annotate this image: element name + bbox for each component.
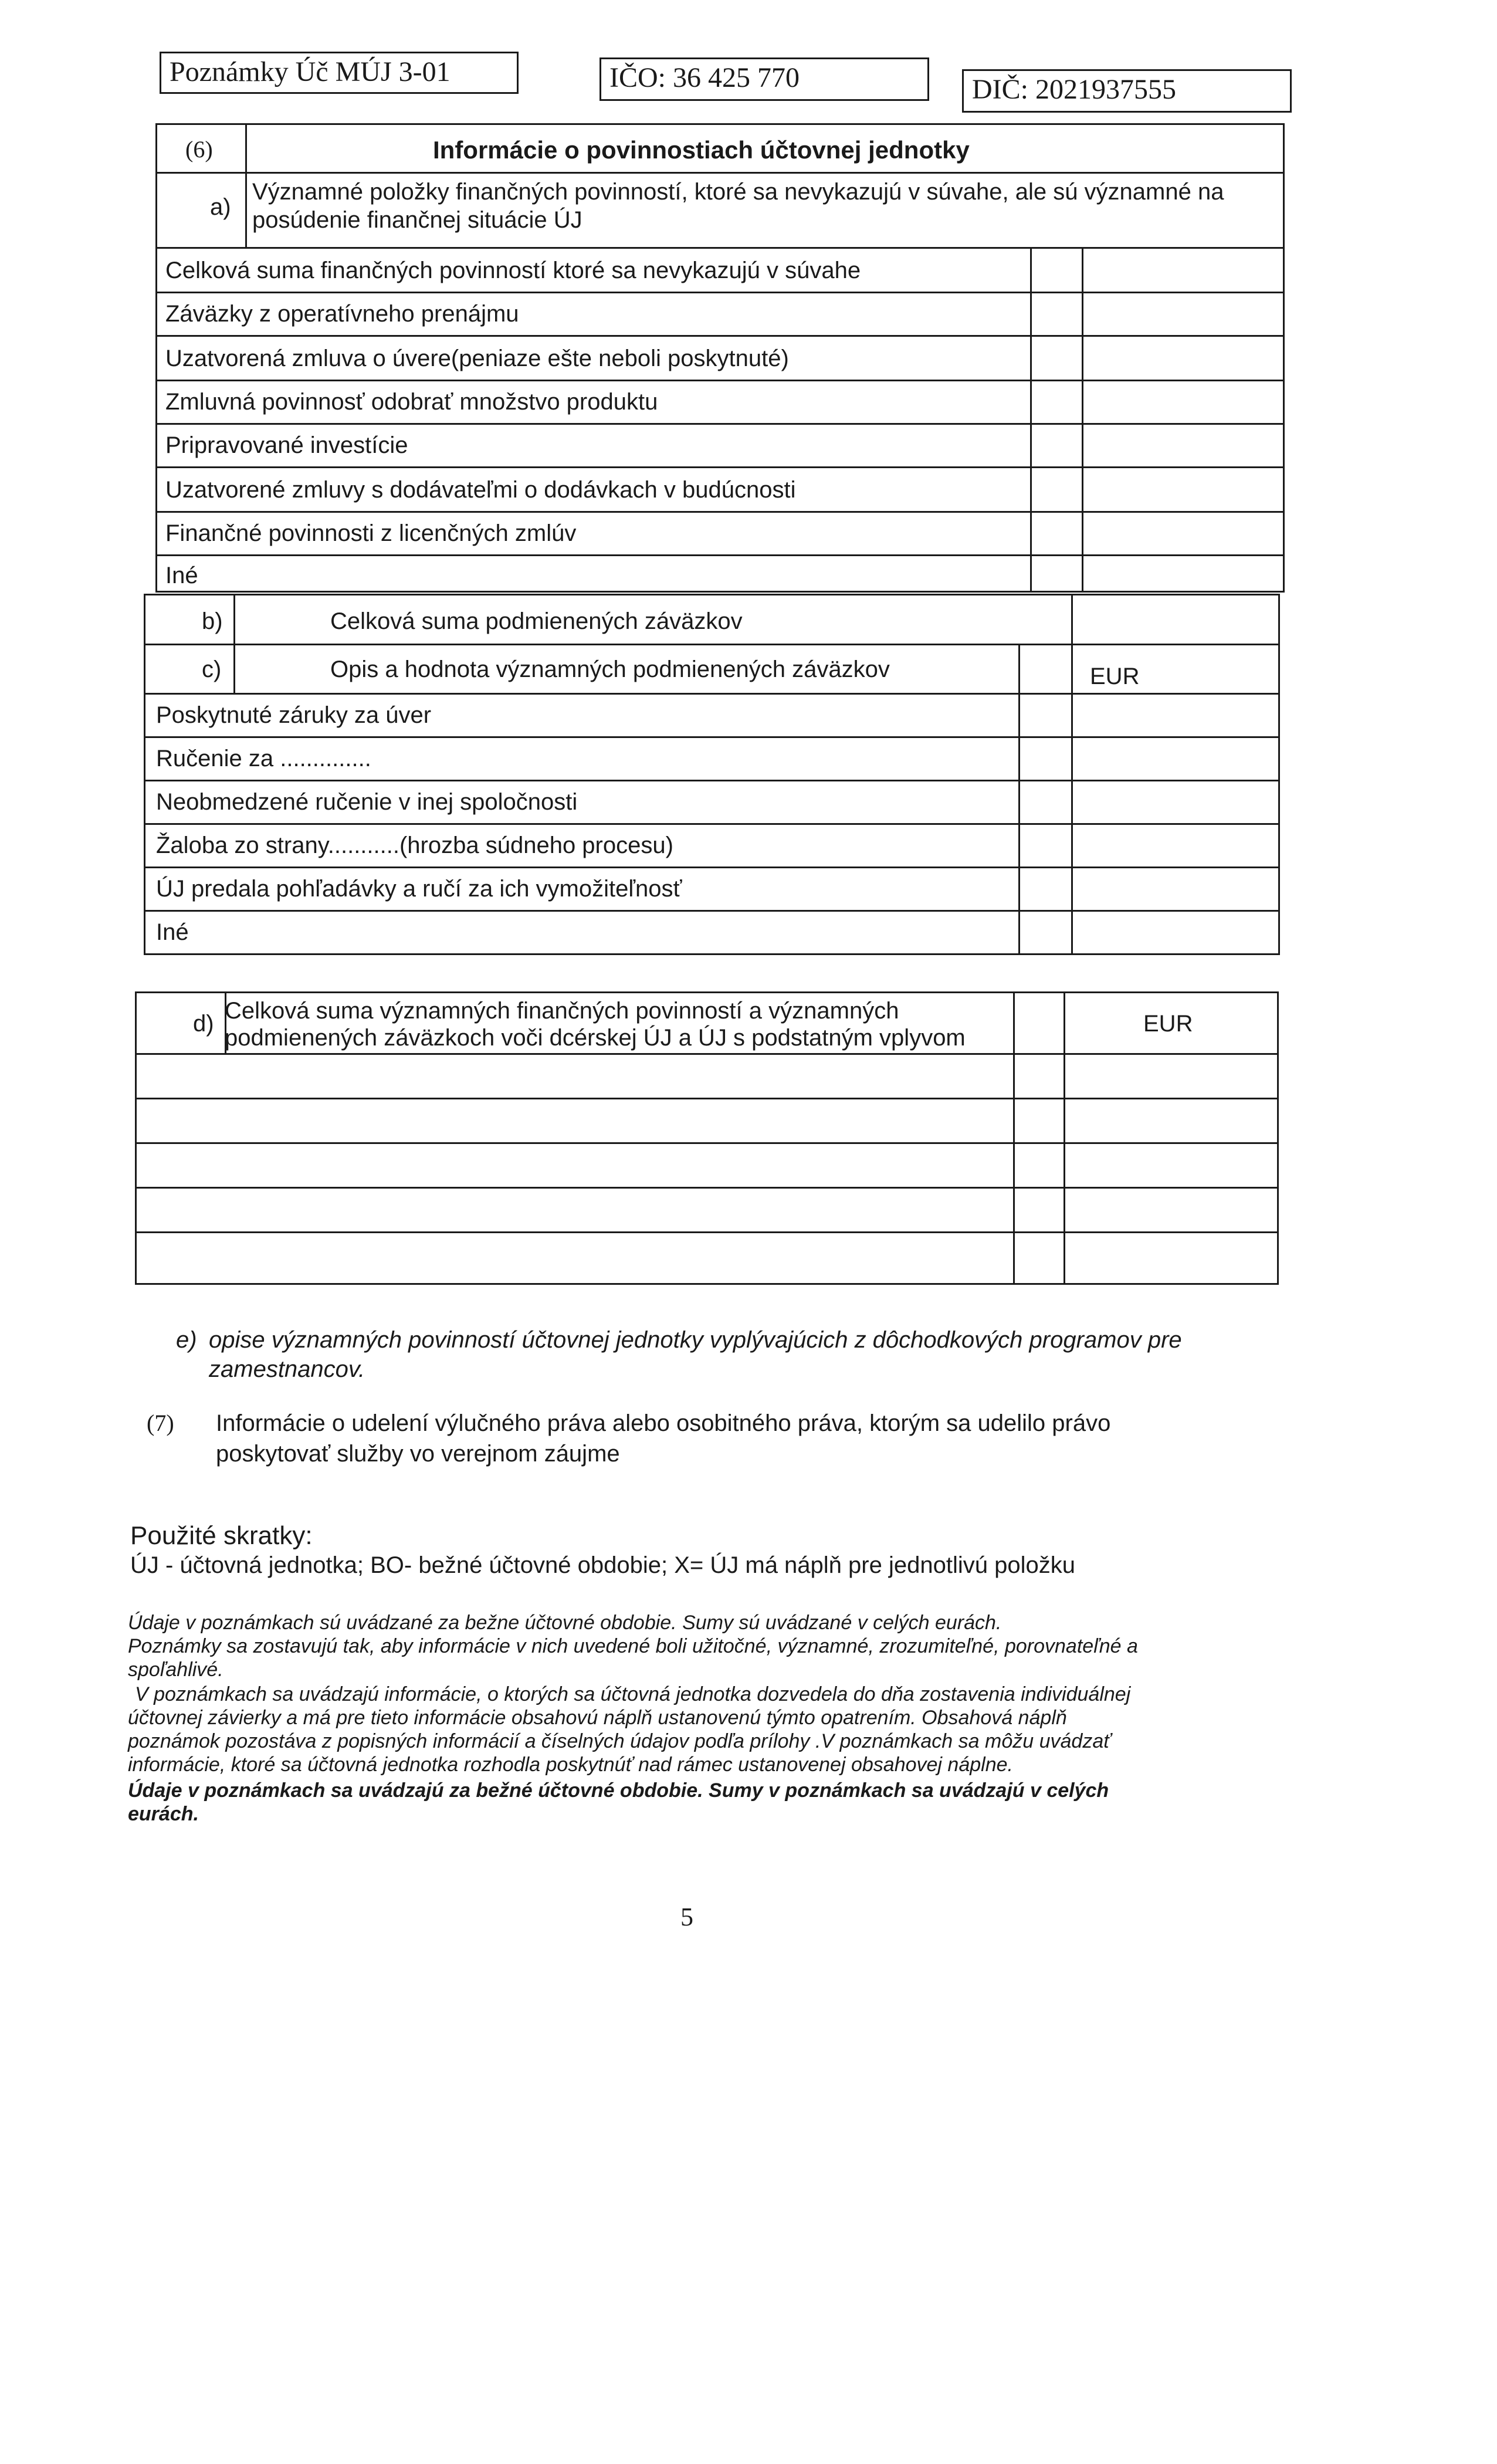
- item-e-line2: zamestnancov.: [209, 1356, 365, 1382]
- note-bold-line-1: Údaje v poznámkach sa uvádzajú za bežné účtovné obdobie. Sumy v poznámkach sa uvádzajú v celých: [128, 1779, 1109, 1802]
- section-6-row-7: Finančné povinnosti z licenčných zmlúv: [165, 520, 577, 546]
- note-line-5: účtovnej závierky a má pre tieto informácie obsahovú náplň ustanovenú týmto opatrením. Obsahová náplň: [128, 1707, 1067, 1729]
- note-line-7: informácie, ktoré sa účtovná jednotka rozhodla poskytnúť nad rámec ustanovenej obsahovej náplne.: [128, 1754, 1013, 1776]
- section-bc-table: [144, 594, 1280, 955]
- section-d-table: [135, 991, 1279, 1285]
- section-6-row-4: Zmluvná povinnosť odobrať množstvo produktu: [165, 389, 658, 415]
- section-d-letter: d): [193, 1011, 214, 1037]
- section-b-text: Celková suma podmienených záväzkov: [330, 608, 743, 634]
- note-line-2: Poznámky sa zostavujú tak, aby informácie v nich uvedené boli užitočné, významné, zrozumiteľné, porovnateľné a: [128, 1635, 1138, 1657]
- section-d-currency: EUR: [1143, 1011, 1193, 1037]
- note-line-1: Údaje v poznámkach sú uvádzané za bežne účtovné obdobie. Sumy sú uvádzané v celých eurách.: [128, 1612, 1002, 1634]
- section-c-text: Opis a hodnota významných podmienených záväzkov: [330, 656, 890, 682]
- section-6-row-1: Celková suma finančných povinností ktoré sa nevykazujú v súvahe: [165, 258, 861, 283]
- notes-label: Poznámky Úč MÚJ 3-01: [170, 56, 451, 87]
- note-bold-line-2: eurách.: [128, 1803, 199, 1825]
- section-6-number: (6): [185, 136, 213, 163]
- section-6-row-2: Záväzky z operatívneho prenájmu: [165, 301, 519, 327]
- page-number: 5: [680, 1903, 693, 1931]
- ico-box: [600, 57, 929, 101]
- item-7-number: (7): [147, 1410, 174, 1436]
- dic-box: [962, 69, 1292, 113]
- section-bc-row-1: Poskytnuté záruky za úver: [156, 702, 432, 728]
- section-6-row-6: Uzatvorené zmluvy s dodávateľmi o dodávkach v budúcnosti: [165, 477, 796, 503]
- item-7-line1: Informácie o udelení výlučného práva alebo osobitného práva, ktorým sa udelilo právo: [216, 1410, 1111, 1436]
- abbreviations-line: ÚJ - účtovná jednotka; BO- bežné účtovné obdobie; X= ÚJ má náplň pre jednotlivú položku: [130, 1552, 1075, 1578]
- section-6-row-5: Pripravované investície: [165, 432, 408, 458]
- section-6-a-line2: posúdenie finančnej situácie ÚJ: [252, 207, 582, 233]
- section-bc-row-6: Iné: [156, 919, 189, 945]
- section-6-row-3: Uzatvorená zmluva o úvere(peniaze ešte neboli poskytnuté): [165, 346, 789, 371]
- ico-value: IČO: 36 425 770: [609, 62, 800, 93]
- section-c-letter: c): [202, 656, 222, 682]
- item-e-letter: e): [176, 1327, 197, 1353]
- section-bc-row-3: Neobmedzené ručenie v inej spoločnosti: [156, 789, 578, 815]
- note-line-6: poznámok pozostáva z popisných informácií a číselných údajov podľa prílohy .V poznámkach sa môžu uvádzať: [128, 1730, 1111, 1752]
- notes-label-box: [160, 52, 519, 94]
- section-6-row-8: Iné: [165, 563, 198, 588]
- section-6-a-line1: Významné položky finančných povinností, ktoré sa nevykazujú v súvahe, ale sú významné na: [252, 179, 1224, 205]
- dic-value: DIČ: 2021937555: [972, 74, 1176, 105]
- section-6-table: [155, 123, 1285, 593]
- section-d-line2: podmienených záväzkoch voči dcérskej ÚJ a ÚJ s podstatným vplyvom: [225, 1025, 966, 1051]
- note-line-3: spoľahlivé.: [128, 1659, 223, 1681]
- abbreviations-title: Použité skratky:: [130, 1521, 313, 1550]
- section-bc-row-4: Žaloba zo strany...........(hrozba súdneho procesu): [156, 832, 673, 858]
- section-bc-row-2: Ručenie za ..............: [156, 746, 371, 771]
- section-6-title: Informácie o povinnostiach účtovnej jednotky: [433, 136, 970, 164]
- item-7-line2: poskytovať služby vo verejnom záujme: [216, 1441, 620, 1467]
- section-6-a-letter: a): [210, 194, 231, 220]
- item-e-line1: opise významných povinností účtovnej jednotky vyplývajúcich z dôchodkových programov pre: [209, 1327, 1182, 1353]
- section-d-line1: Celková suma významných finančných povinností a významných: [225, 998, 899, 1024]
- section-bc-currency: EUR: [1090, 664, 1140, 689]
- section-b-letter: b): [202, 608, 223, 634]
- note-line-4: V poznámkach sa uvádzajú informácie, o ktorých sa účtovná jednotka dozvedela do dňa zostavenia individuálnej: [135, 1683, 1131, 1705]
- section-bc-row-5: ÚJ predala pohľadávky a ručí za ich vymožiteľnosť: [156, 876, 682, 902]
